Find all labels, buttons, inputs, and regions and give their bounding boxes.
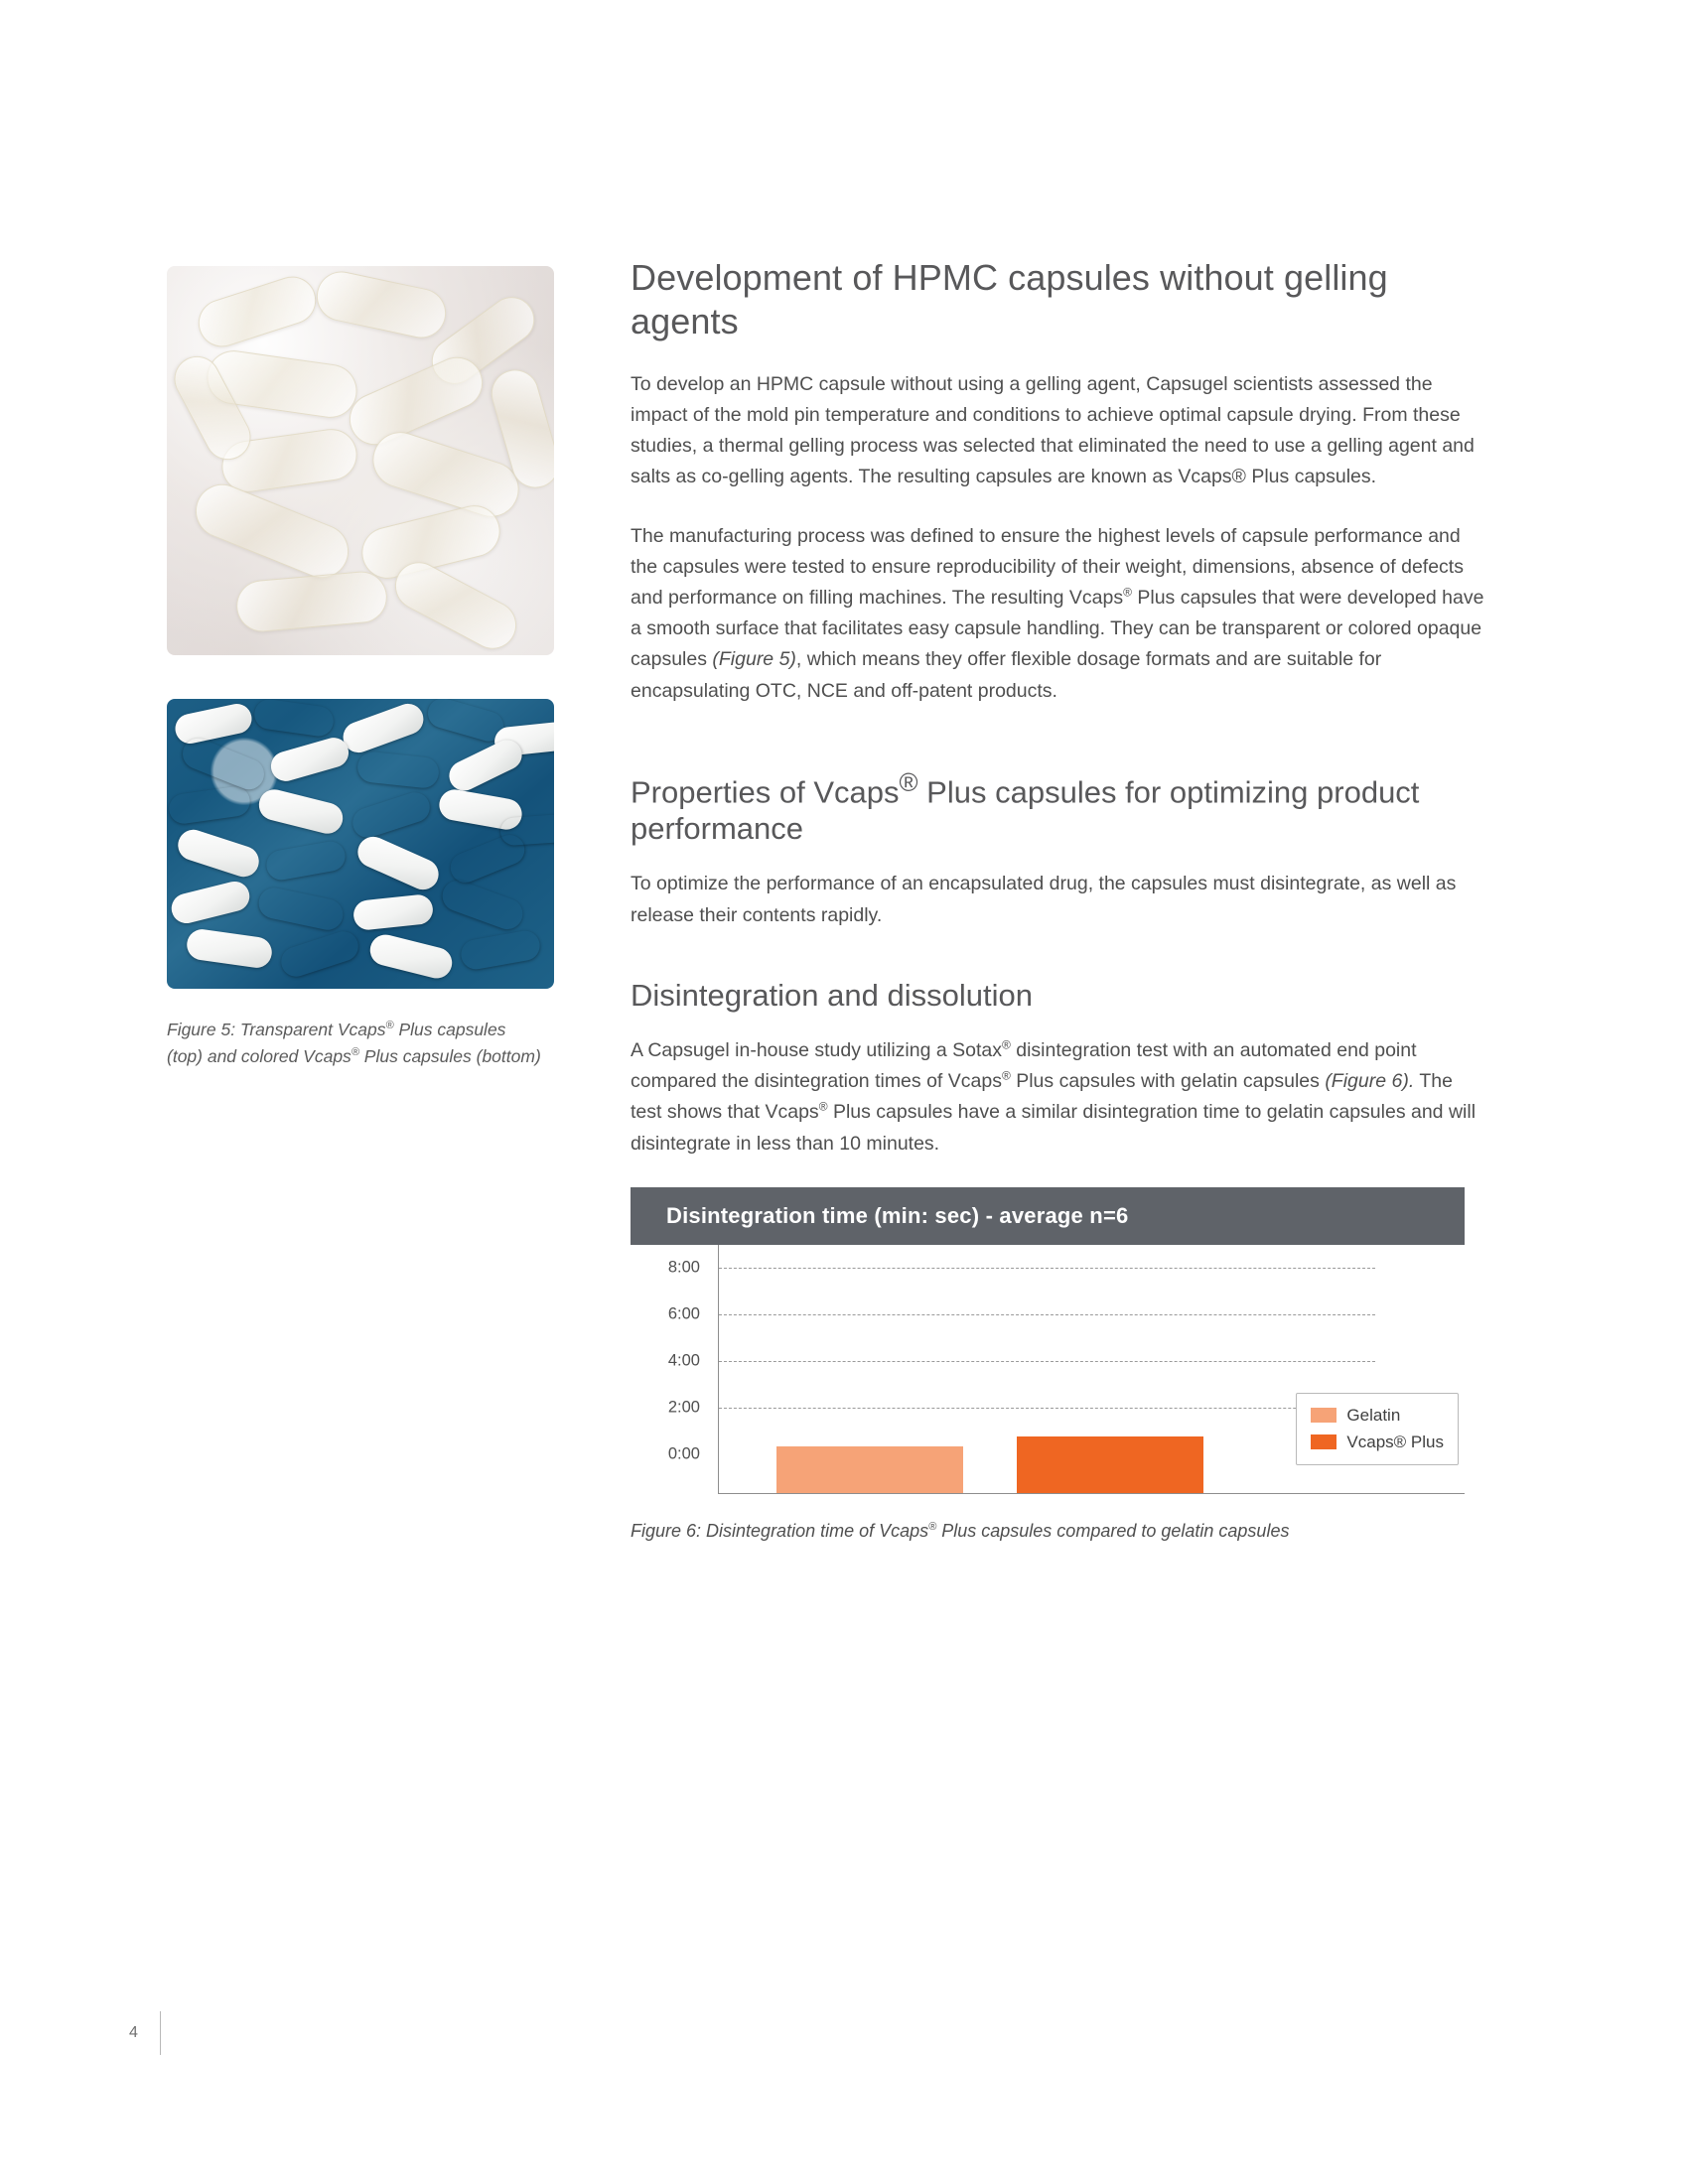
footer-divider (160, 2011, 161, 2055)
y-tick-2: 4:00 (667, 1351, 700, 1370)
disintegration-chart (631, 1187, 1465, 1542)
registered-mark: ® (1001, 1068, 1011, 1083)
figure-5-caption-part2: Plus capsules (top) and colored Vcaps (167, 1020, 506, 1067)
paragraph-4 (631, 1035, 1484, 1160)
bar-gelatin (776, 1446, 963, 1493)
registered-mark: ® (818, 1099, 828, 1114)
registered-mark: ® (899, 768, 918, 797)
y-tick-3: 6:00 (667, 1304, 700, 1323)
figure-6-reference: (Figure 6). (1325, 1070, 1415, 1093)
registered-mark: ® (385, 1020, 394, 1032)
section-heading-disintegration: Disintegration and dissolution (631, 977, 1033, 1013)
section-heading-properties-a: Properties of Vcaps (631, 774, 900, 810)
figure-6-caption-prefix: Figure 6: Disintegration time of Vcaps (631, 1520, 929, 1541)
left-column (167, 266, 554, 1070)
colored-capsules-photo (167, 699, 554, 989)
paragraph-4-part-c: Plus capsules with gelatin capsules (1010, 1070, 1326, 1093)
gridline-4 (719, 1361, 1375, 1362)
chart-title: Disintegration time (min: sec) - average n=6 (631, 1187, 1465, 1245)
figure-6-caption (631, 1521, 1465, 1542)
chart-plot-area (631, 1245, 1465, 1493)
y-tick-4: 8:00 (667, 1258, 700, 1277)
paragraph-4-part-e: Plus capsules have a similar disintegration time to gelatin capsules and will disintegrate in less than 10 minutes. (631, 1101, 1477, 1155)
registered-mark: ® (1123, 585, 1132, 600)
paragraph-4-part-a: A Capsugel in-house study utilizing a Sotax (631, 1038, 1002, 1061)
paragraph-1: To develop an HPMC capsule without using a gelling agent, Capsugel scientists assessed the impact of the mold pin temperature and conditions to achieve optimal capsule drying. From these studies, a thermal gelling process was selected that eliminated the need to use a gelling agent and salts as co-gelling agents. The resulting capsules are known as Vcaps® Plus capsules. (631, 372, 1475, 488)
transparent-capsules-photo (167, 266, 554, 655)
registered-mark: ® (928, 1520, 937, 1533)
figure-5-caption (167, 1017, 544, 1070)
gridline-6 (719, 1314, 1375, 1315)
plot (718, 1245, 1465, 1494)
legend-label-gelatin: Gelatin (1346, 1405, 1401, 1425)
paragraph-2-part-a: The manufacturing process was defined to ensure the highest levels of capsule performance and the capsules were tested to ensure reproducibility of their weight, dimensions, absence of defects and performance on filling machines. The resulting Vcaps (631, 524, 1464, 609)
page-number: 4 (129, 2024, 138, 2041)
paragraph-2 (631, 521, 1484, 707)
y-tick-1: 2:00 (667, 1398, 700, 1417)
y-axis-labels (631, 1245, 708, 1493)
section-heading-properties-b: Plus capsules for optimizing product performance (631, 774, 1420, 847)
paragraph-2-part-c: , which means they offer flexible dosage formats and are suitable for encapsulating OTC, NCE and off-patent products. (631, 648, 1382, 702)
registered-mark: ® (351, 1046, 359, 1059)
gridline-2 (719, 1408, 1375, 1409)
paragraph-4-part-d: The test shows that Vcaps (631, 1070, 1453, 1124)
section-heading-properties (631, 768, 1484, 848)
legend-label-vcaps-plus: Vcaps® Plus (1346, 1432, 1444, 1451)
chart-legend (1296, 1393, 1459, 1465)
figure-5-reference: (Figure 5) (712, 648, 796, 671)
legend-swatch-vcaps-plus (1311, 1434, 1336, 1449)
figure-6-caption-suffix: Plus capsules compared to gelatin capsules (936, 1520, 1290, 1541)
bar-vcaps-plus (1017, 1436, 1203, 1493)
legend-item-vcaps-plus (1311, 1433, 1444, 1452)
y-tick-0: 0:00 (667, 1444, 700, 1463)
legend-swatch-gelatin (1311, 1408, 1336, 1423)
figure-5-caption-part1: Figure 5: Transparent Vcaps (167, 1020, 386, 1039)
gridline-8 (719, 1268, 1375, 1269)
right-column (631, 256, 1484, 1542)
paragraph-3: To optimize the performance of an encapsulated drug, the capsules must disintegrate, as well as release their contents rapidly. (631, 873, 1457, 926)
registered-mark: ® (1001, 1037, 1011, 1052)
page-title: Development of HPMC capsules without gelling agents (631, 257, 1388, 341)
legend-item-gelatin (1311, 1406, 1444, 1426)
figure-5-caption-part3: Plus capsules (bottom) (358, 1046, 541, 1067)
page-footer (129, 2011, 161, 2055)
paragraph-4-part-b: disintegration test with an automated end point compared the disintegration times of Vcaps (631, 1038, 1417, 1093)
paragraph-2-part-b: Plus capsules that were developed have a smooth surface that facilitates easy capsule handling. They can be transparent or colored opaque capsules (631, 586, 1484, 671)
